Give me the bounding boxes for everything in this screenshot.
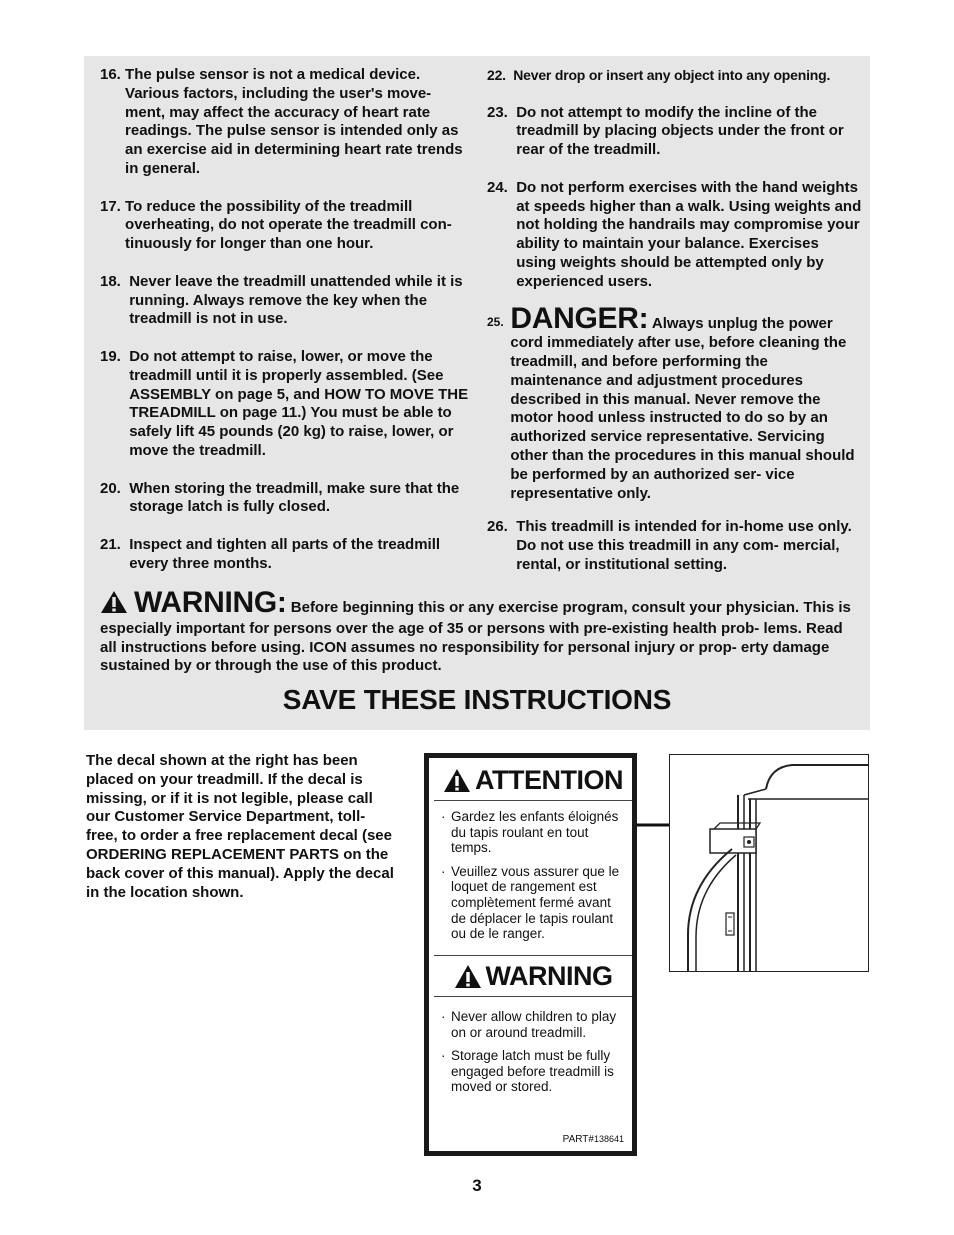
- right-column: [487, 66, 862, 575]
- warning-block: [100, 586, 860, 676]
- list-item-danger: 25. DANGER: Always unplug the power cord immediately after use, before cleaning the treadmill, and before performing the maintenance and adjustment procedures described in this manual. Never remove the motor hood unless instructed to do so by an authorized service representative. Servicing other than the procedures in this manual should be performed by an authorized ser- vice representative only.: [487, 302, 855, 502]
- list-item: 26. This treadmill is intended for in-home use only. Do not use this treadmill in any com- mercial, rental, or institutional setting.: [487, 518, 852, 573]
- decal-label: [424, 753, 637, 1156]
- page-number: 3: [472, 1176, 482, 1195]
- warning-triangle-icon: [443, 768, 471, 793]
- decal-note: The decal shown at the right has been placed on your treadmill. If the decal is missing, or if it is not legible, please call our Customer Service Department, toll- free, to order a free replacement decal (see ORDERING REPLACEMENT PARTS on the back cover of this manual). Apply the decal in the location shown.: [86, 752, 394, 901]
- danger-label: DANGER:: [510, 302, 649, 336]
- list-item: · Veuillez vous assurer que le loquet de rangement est complètement fermé avant de déplacer le tapis roulant ou de le ranger.: [441, 863, 620, 942]
- warning-list: [441, 1009, 627, 1103]
- list-item: 16. The pulse sensor is not a medical device. Various factors, including the user's move- ment, may affect the accuracy of heart rate readings. The pulse sensor is intended only as an exercise aid in determining heart rate trends in general.: [100, 66, 463, 177]
- attention-heading: ATTENTION: [434, 760, 632, 801]
- warning-label: WARNING:: [134, 586, 287, 619]
- save-instructions-title: SAVE THESE INSTRUCTIONS: [282, 684, 672, 715]
- warning-triangle-icon: [100, 590, 128, 620]
- list-item: 17. To reduce the possibility of the treadmill overheating, do not operate the treadmill con- tinuously for longer than one hour.: [100, 197, 452, 253]
- attention-list: [441, 809, 627, 950]
- list-item: 24. Do not perform exercises with the hand weights at speeds higher than a walk. Using weights and not holding the handrails may compromise your ability to maintain your balance. Exercises using weights should be attempted only by experienced users.: [487, 178, 862, 290]
- left-column: [100, 66, 470, 574]
- warning-heading: WARNING: [434, 956, 632, 997]
- list-item: 19. Do not attempt to raise, lower, or move the treadmill until it is properly assembled. (See ASSEMBLY on page 5, and HOW TO MOVE THE TREADMILL on page 11.) You must be able to safely lift 45 pounds (20 kg) to raise, lower, or move the treadmill.: [100, 347, 469, 459]
- warning-triangle-icon: [454, 964, 482, 989]
- warning-text: Before beginning this or any exercise program, consult your physician. This is especially important for persons over the age of 35 or persons with pre-existing health prob- lems. Read all instructions before using. ICON assumes no responsibility for personal injury or prop- erty damage sustained by or through the use of this product.: [100, 599, 851, 675]
- list-item: 20. When storing the treadmill, make sure that the storage latch is fully closed.: [100, 479, 460, 516]
- list-item: · Never allow children to play on or around treadmill.: [441, 1009, 617, 1040]
- list-item: 23. Do not attempt to modify the incline of the treadmill by placing objects under the front or rear of the treadmill.: [487, 103, 844, 159]
- list-item: 21. Inspect and tighten all parts of the treadmill every three months.: [100, 535, 441, 572]
- list-item: 22. Never drop or insert any object into any opening.: [487, 67, 831, 83]
- part-number: PART#138641: [562, 1134, 624, 1145]
- list-item: · Gardez les enfants éloignés du tapis roulant en tout temps.: [441, 809, 619, 856]
- treadmill-upright-drawing: [670, 755, 868, 971]
- list-item: · Storage latch must be fully engaged before treadmill is moved or stored.: [441, 1048, 614, 1095]
- treadmill-illustration: [669, 754, 869, 972]
- list-item: 18. Never leave the treadmill unattended while it is running. Always remove the key when the treadmill is not in use.: [100, 272, 463, 328]
